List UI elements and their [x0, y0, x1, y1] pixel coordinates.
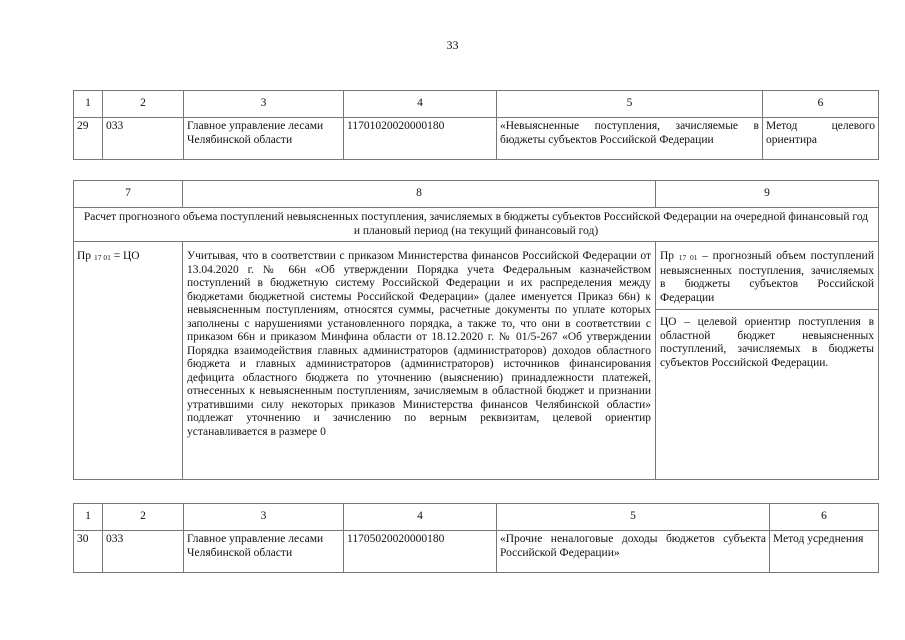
header-row [74, 91, 879, 118]
code-cell: 033 [103, 531, 184, 573]
code-cell: 033 [103, 118, 184, 160]
column-header: 8 [183, 181, 656, 208]
description-cell: Учитывая, что в соответствии с приказом Министерства финансов Российской Федерации от 13.04.2020 г. № 66н «Об утверждении Порядка учета Федеральным казначейством поступлений в бюджетную систему Российской Федерации и их распределения между бюджетами бюджетной системы Российской Федерации» (далее именуется Приказ 66н) к невыясненным поступлениям, относятся суммы, расчетные документы по уплате которых заполнены с нарушениями установленного порядка, а также то, что они в соответствии с приказом 66н и приказом Минфина области от 18.12.2020 г. № 01/5-267 «Об утверждении Порядка взаимодействия главных администраторов (администраторов) доходов областного бюджета и главных администраторов (администраторов) источников финансирования дефицита областного бюджета по уточнению (выяснению) принадлежности платежей, отнесенных к невыясненным поступлениям, зачисляемым в областной бюджет и признании утратившими силу некоторых приказов Министерства финансов Челябинской области» подлежат уточнению и зачислению по верным реквизитам, целевой ориентир устанавливается в размере 0 [183, 242, 656, 480]
column-header: 3 [184, 91, 344, 118]
method-cell: Метод целевого ориентира [763, 118, 879, 160]
table-row-30 [73, 503, 879, 573]
row-number: 29 [74, 118, 103, 160]
column-header: 2 [103, 91, 184, 118]
def-subscript: 17 01 [678, 253, 698, 262]
table-row [74, 118, 879, 160]
column-header: 6 [770, 504, 879, 531]
calculation-row [74, 242, 879, 480]
column-header: 9 [656, 181, 879, 208]
column-header: 2 [103, 504, 184, 531]
method-cell: Метод усреднения [770, 531, 879, 573]
column-header: 5 [497, 91, 763, 118]
column-header: 4 [344, 91, 497, 118]
column-header: 7 [74, 181, 183, 208]
column-header: 1 [74, 91, 103, 118]
header-row [74, 181, 879, 208]
kbk-cell: 11701020020000180 [344, 118, 497, 160]
calculation-title: Расчет прогнозного объема поступлений невыясненных поступления, зачисляемых в бюджеты субъектов Российской Федерации на очередной финансовый год и плановый период (на текущий финансовый год) [74, 208, 879, 242]
header-row [74, 504, 879, 531]
row-number: 30 [74, 531, 103, 573]
admin-cell: Главное управление лесами Челябинской области [184, 531, 344, 573]
table-row-29 [73, 90, 879, 160]
definitions-cell [656, 242, 879, 480]
column-header: 1 [74, 504, 103, 531]
column-header: 4 [344, 504, 497, 531]
admin-cell: Главное управление лесами Челябинской области [184, 118, 344, 160]
table-row [74, 531, 879, 573]
definition-forecast [656, 242, 878, 310]
formula-suffix: = ЦО [113, 250, 140, 262]
column-header: 6 [763, 91, 879, 118]
def-text: – прогнозный объем поступлений невыясненных поступления, зачисляемых в бюджеты субъектов Российской Федерации [660, 250, 874, 304]
column-header: 3 [184, 504, 344, 531]
title-row [74, 208, 879, 242]
calculation-table [73, 180, 879, 480]
formula-prefix: Пр [77, 250, 92, 262]
column-header: 5 [497, 504, 770, 531]
definition-target: ЦО – целевой ориентир поступления в областной бюджет невыясненных поступлений, зачисляемых в бюджеты субъектов Российской Федерации. [660, 316, 874, 369]
page-number: 33 [446, 38, 459, 52]
revenue-name-cell: «Невыясненные поступления, зачисляемые в бюджеты субъектов Российской Федерации [497, 118, 763, 160]
def-prefix: Пр [660, 250, 675, 262]
revenue-name-cell: «Прочие неналоговые доходы бюджетов субъекта Российской Федерации» [497, 531, 770, 573]
kbk-cell: 11705020020000180 [344, 531, 497, 573]
formula-subscript: 17 01 [93, 253, 111, 262]
formula-cell [74, 242, 183, 480]
